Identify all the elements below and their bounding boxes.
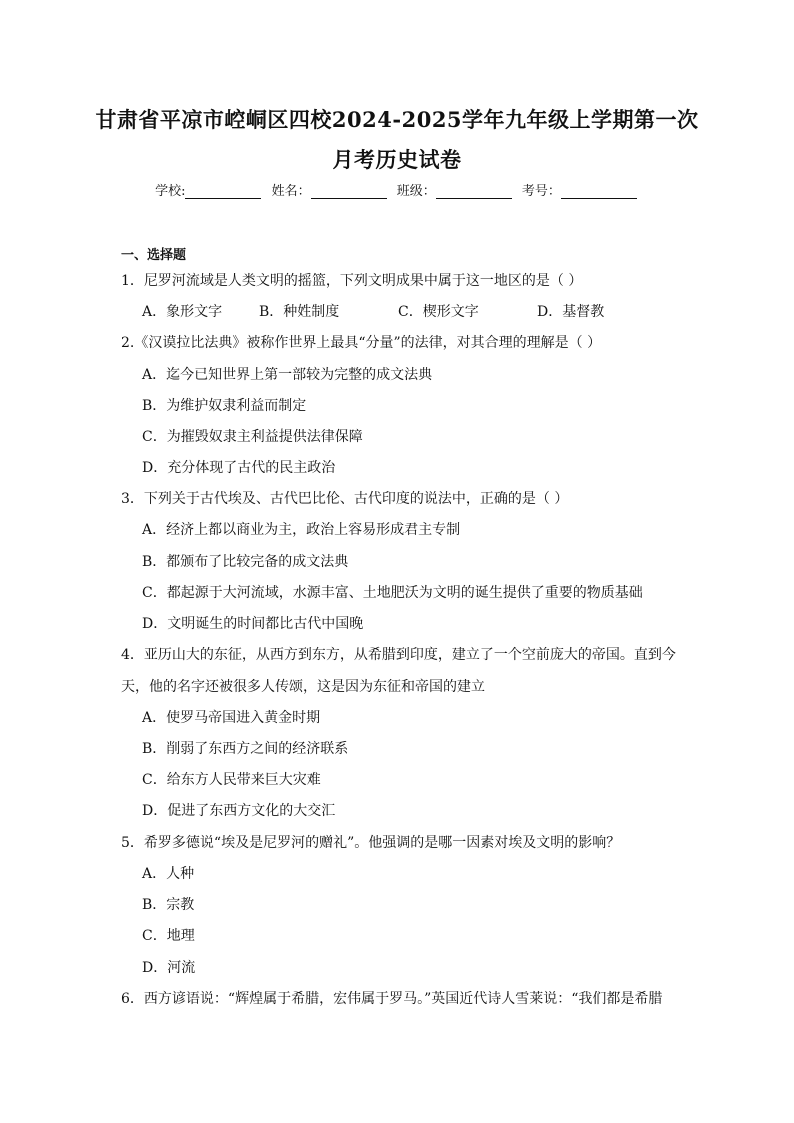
question-1-stem: 1．尼罗河流域是人类文明的摇篮，下列文明成果中属于这一地区的是（ ） <box>121 273 583 289</box>
question-1-options <box>142 301 604 321</box>
question-4-option-c[interactable]: C．给东方人民带来巨大灾难 <box>142 772 321 788</box>
school-field[interactable] <box>155 180 263 199</box>
student-info-row <box>0 180 794 199</box>
question-1-option-b[interactable]: B．种姓制度 <box>259 304 340 320</box>
question-2-option-a[interactable]: A．迄今已知世界上第一部较为完整的成文法典 <box>142 367 433 383</box>
school-label: 学校: <box>155 184 186 199</box>
exam-number-label: 考号： <box>521 184 561 199</box>
question-3-option-a[interactable]: A．经济上都以商业为主，政治上容易形成君主专制 <box>142 522 461 538</box>
question-4-stem-continued: 天，他的名字还被很多人传颂，这是因为东征和帝国的建立 <box>121 679 485 695</box>
question-3-option-d[interactable]: D．文明诞生的时间都比古代中国晚 <box>142 616 364 632</box>
school-blank[interactable] <box>185 184 261 199</box>
question-2-option-c[interactable]: C．为摧毁奴隶主利益提供法律保障 <box>142 429 363 445</box>
question-2-stem: 2.《汉谟拉比法典》被称作世界上最具“分量”的法律，对其合理的理解是（ ） <box>121 335 602 351</box>
section-heading: 一、选择题 <box>121 248 187 263</box>
question-6-stem: 6．西方谚语说：“辉煌属于希腊，宏伟属于罗马。”英国近代诗人雪莱说：“我们都是希腊 <box>121 991 663 1007</box>
question-4-stem: 4．亚历山大的东征，从西方到东方，从希腊到印度，建立了一个空前庞大的帝国。直到今 <box>121 647 676 663</box>
class-label: 班级： <box>396 184 436 199</box>
question-2-option-b[interactable]: B．为维护奴隶利益而制定 <box>142 398 307 414</box>
exam-title-line1: 甘肃省平凉市崆峒区四校2024-2025学年九年级上学期第一次 <box>95 107 699 132</box>
question-5-option-c[interactable]: C．地理 <box>142 928 195 944</box>
class-field[interactable] <box>397 180 514 199</box>
exam-title-line2: 月考历史试卷 <box>332 147 462 172</box>
question-5-stem: 5．希罗多德说“埃及是尼罗河的赠礼”。他强调的是哪一因素对埃及文明的影响？ <box>121 835 621 851</box>
question-5-option-d[interactable]: D．河流 <box>142 960 196 976</box>
name-field[interactable] <box>272 180 389 199</box>
question-1-option-d[interactable]: D．基督教 <box>537 304 605 320</box>
name-blank[interactable] <box>311 184 387 199</box>
class-blank[interactable] <box>436 184 512 199</box>
question-3-option-c[interactable]: C．都起源于大河流域，水源丰富、土地肥沃为文明的诞生提供了重要的物质基础 <box>142 585 643 601</box>
question-4-option-a[interactable]: A．使罗马帝国进入黄金时期 <box>142 710 321 726</box>
name-label: 姓名： <box>271 184 311 199</box>
exam-number-blank[interactable] <box>561 184 637 199</box>
exam-number-field[interactable] <box>522 180 639 199</box>
question-5-option-b[interactable]: B．宗教 <box>142 897 195 913</box>
question-3-option-b[interactable]: B．都颁布了比较完备的成文法典 <box>142 554 349 570</box>
question-1-option-a[interactable]: A．象形文字 <box>142 304 223 320</box>
question-4-option-d[interactable]: D．促进了东西方文化的大交汇 <box>142 803 336 819</box>
question-3-stem: 3．下列关于古代埃及、古代巴比伦、古代印度的说法中，正确的是（ ） <box>121 491 569 507</box>
question-5-option-a[interactable]: A．人种 <box>142 866 195 882</box>
question-2-option-d[interactable]: D．充分体现了古代的民主政治 <box>142 460 336 476</box>
question-4-option-b[interactable]: B．削弱了东西方之间的经济联系 <box>142 741 349 757</box>
question-1-option-c[interactable]: C．楔形文字 <box>398 304 479 320</box>
